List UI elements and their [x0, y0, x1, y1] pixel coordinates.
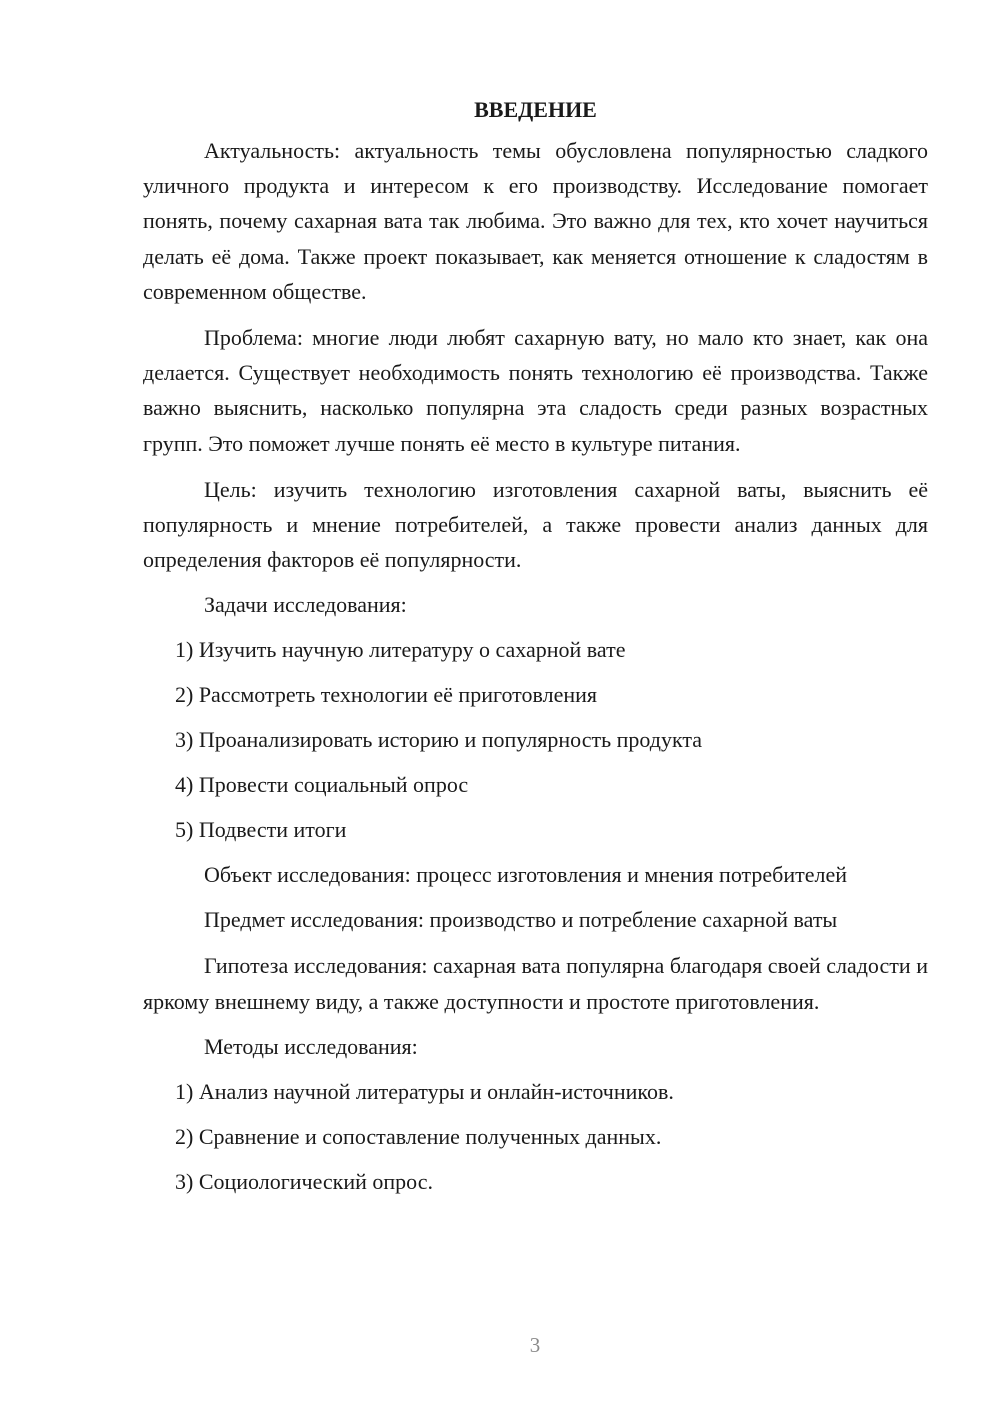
task-item: 3) Проанализировать историю и популярность продукта: [175, 727, 703, 753]
method-item: 2) Сравнение и сопоставление полученных данных.: [175, 1123, 662, 1149]
method-item: 3) Социологический опрос.: [175, 1168, 433, 1194]
task-item: 1) Изучить научную литературу о сахарной вате: [175, 637, 626, 663]
goal-paragraph: Цель: изучить технологию изготовления сахарной ваты, выяснить её популярность и мнение потребителей, а также провести анализ данных для определения факторов её популярности.: [143, 476, 928, 573]
section-heading: ВВЕДЕНИЕ: [474, 97, 597, 122]
tasks-title: Задачи исследования:: [204, 592, 407, 618]
document-page: [143, 92, 928, 1210]
task-item: 5) Подвести итоги: [175, 817, 347, 843]
method-item: 1) Анализ научной литературы и онлайн-источников.: [175, 1078, 674, 1104]
research-object: Объект исследования: процесс изготовления и мнения потребителей: [204, 862, 848, 888]
task-item: 2) Рассмотреть технологии её приготовления: [175, 682, 597, 708]
research-subject: Предмет исследования: производство и потребление сахарной ваты: [204, 907, 838, 933]
task-item: 4) Провести социальный опрос: [175, 772, 469, 798]
methods-title: Методы исследования:: [204, 1033, 418, 1059]
relevance-paragraph: Актуальность: актуальность темы обусловлена популярностью сладкого уличного продукта и интересом к его производству. Исследование помогает понять, почему сахарная вата так любима. Это важно для тех, кто хочет научиться делать её дома. Также проект показывает, как меняется отношение к сладостям в современном обществе.: [143, 138, 928, 304]
hypothesis-paragraph: Гипотеза исследования: сахарная вата популярна благодаря своей сладости и яркому внешнему виду, а также доступности и простоте приготовления.: [143, 953, 928, 1014]
problem-paragraph: Проблема: многие люди любят сахарную вату, но мало кто знает, как она делается. Существует необходимость понять технологию её производства. Также важно выяснить, насколько популярна эта сладость среди разных возрастных групп. Это поможет лучше понять её место в культуре питания.: [143, 325, 928, 456]
page-number: 3: [529, 1333, 541, 1357]
